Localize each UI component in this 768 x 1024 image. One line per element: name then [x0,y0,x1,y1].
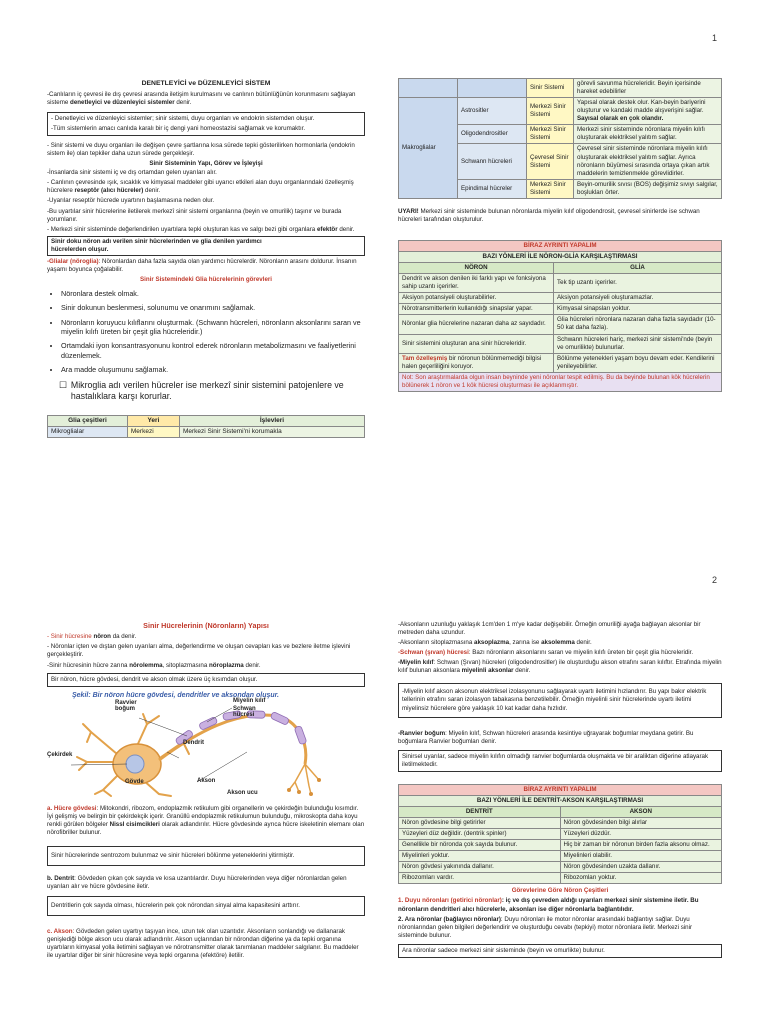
subsection-title: Sinir Sisteminin Yapı, Görev ve İşleyişi [149,160,263,168]
label-ravvier: Ravvier boğum [115,699,137,713]
paragraph: -Aksonların uzunluğu yaklaşık 1cm'den 1 m'ye kadar değişebilir. Örneğin omuriliği ayağa bağlayan aksonlar bir metreden daha uzundur. [398,621,701,637]
paragraph-effector: - Merkezi sinir sisteminde değerlendirilen uyartılara tepki oluşturan kas ve salgı bezi gibi organlara efektör denir. [47,225,355,233]
paragraph: -Schwan (şıvan) hücresi: Bazı nöronların aksonlarını saran ve miyelin kılıfı üreten bir çeşit glia hücreleridir. [398,649,694,657]
dendrite-axon-comparison-table: BİRAZ AYRINTI YAPALIM BAZI YÖNLERİ İLE DENTRİT-AKSON KARŞILAŞTIRMASI DENTRİT AKSON Nöron gövdesine bilgi getirirler Nöron gövdesinden bilgi alırlar Yüzeyleri düz değildir. (dentrik spinler) Yüzeyleri düzdür. Genellikle bir nöronda çok sayıda bulunur. Hiç bir zaman bir nöronun birden fazla aksonu olmaz. Miyelinleri yoktur. Miyelinleri olabilir. Nöron gövdesi yakınında dallanır. Nöron gövdesinden uzakta dallanır. Ribozomları vardır. Ribozomları yoktur. [398,784,722,885]
neuron-structure-title: Sinir Hücrelerinin (Nöronların) Yapısı [143,621,269,630]
paragraph-sensory-neurons: 1. Duyu nöronları (getirici nöronlar): iç ve dış çevreden aldığı uyarıları merkezi sinir sistemine iletir. Bu nöronların dendritleri alıcı hücrelerle, aksonları ise diğer nöronlarla bağlantılıdır. [398,897,699,913]
paragraph-interneurons: 2. Ara nöronlar (bağlayıcı nöronlar): Duyu nöronları ile motor nöronlar arasındaki bağlantıyı sağlar. Duyu nöronlarından gelen bilgileri değerlendirir ve oluşturduğu cevabı (tepkiyi) motor nöronlara iletir. Merkezi sinir sisteminde bulunur. [398,915,693,939]
macroglia-group-label: Makroglialar [399,98,458,199]
paragraph-ranvier: -Ranvier boğum: Miyelin kılıf, Schwan hücreleri arasında kesintiye uğrayarak boğumlar meydana getirir. Bu boğumlara Ranvier boğumları denir. [398,729,694,745]
note-row: Not: Son araştırmalarda olgun insan beyninde yeni nöronlar tespit edilmiş. Bu da beyinde bulunan kök hücrelerin bölünerek 1 nöron ve 1 kök hücresi oluşturması ile açıklanmıştır. [399,372,722,391]
list-item: • Ortamdaki iyon konsantrasyonunu kontrol ederek nöronların metabolizmasını ve faaliyetlerini düzenlemek. [61,341,365,360]
paragraph: -Miyelin kılıf: Schwan (Şıvan) hücreleri (oligodendrositler) ile oluşturduğu akson etrafını saran kılıftır. Etrafında miyelin kılıf bulunan aksonlara miyelinli aksonlar denir. [398,659,722,675]
page1-left-column [47,80,365,438]
label-akson-ucu: Akson ucu [227,789,258,796]
neuron-types-title: Görevlerine Göre Nöron Çeşitleri [511,887,609,895]
label-myelin: Miyelin kılıf [233,697,266,704]
info-box-interneurons: Ara nöronlar sadece merkezi sinir sisteminde (beyin ve omurlikte) bulunur. [398,944,722,958]
list-item: • Ara madde oluşumunu sağlamak. [61,365,365,374]
paragraph-response: - Sinir sistemi ve duyu organları ile değişen çevre şartlarına kısa sürede tepki gösterilirken hormonlarla (endokrin sistem ile) olan tepkiler daha uzun sürede gerçekleşir. [47,142,355,158]
macroglia-table: Sinir Sistemi görevli savunma hücreleridir. Beyin içerisinde hareket edebilirler Makroglialar Astrositler Merkezi Sinir Sistemi Yapısal olarak destek olur. Kan-beyin bariyerini oluşturur ve kandaki madde alışverişini sağlar. Sayısal olarak en çok olandır. Oligodendrositler Merkezi Sinir Sistemi Merkezi sinir sisteminde nöronlara miyelin kılıfı oluşturarak elektriksel yalıtım sağlar. Schwann hücreleri Çevresel Sinir Sistemi Çevresel sinir sisteminde nöronlara miyelin kılıfı oluşturarak elektriksel yalıtım sağlar. Ayrıca nöronların büyümesi sırasında ortaya çıkan artık maddelerin temizlenmekle görevlidirler. Epindimal hücreler Merkezi Sinir Sistemi Beyin-omurilik sıvısı (BOS) değişimiz sıvıyı salgılar, boşlukları örter. [398,78,722,199]
label-dendrit: Dendrit [183,739,204,746]
paragraph: - Nöronlar içten ve dıştan gelen uyarıları alma, değerlendirme ve oluşan cevapları kas ve bezlere iletme işlevini gerçekleştirir. [47,643,351,659]
paragraph-axon: c. Akson: Gövdeden gelen uyartıyı taşıyan ince, uzun tek olan uzantıdır. Aksonların sonlandığı ve dallanarak genişlediği bölge akson ucu olarak adlandırılır. Akson uçlarından bir nörondan diğerine ya da tepki organına uyartıların kimyasal yolla iletimini sağlayan ve nörotransmitter olarak tanımlanan maddeler salgılanır. Bu maddeler ile uyartılar diğer bir sinir hücresine veya tepki organına (efektöre) iletilir. [47,928,359,960]
paragraph-dendrite: b. Dentrit: Gövdeden çıkan çok sayıda ve kısa uzantılardır. Duyu hücrelerinden veya diğer nöronlardan gelen uyarıları alır ve hücre gövdesine iletir. [47,875,347,891]
nucleus [126,755,144,773]
paragraph: - Sinir hücresine nöron da denir. [47,633,137,641]
paragraph: -Uyarılar reseptör hücrede uyartının başlamasına neden olur. [47,197,215,205]
info-box-dendrite-count: Dentritlerin çok sayıda olması, hücrelerin pek çok nörondan sinyal alma kapasitesini arttırır. [47,896,365,916]
glia-types-table: Glia çeşitleri Yeri İşlevleri Mikroglialar Merkezi Merkezi Sinir Sistemi'ni korumakla [47,415,365,439]
neuron-figure [47,697,365,798]
page2-right-column [398,621,722,958]
paragraph: -İnsanlarda sinir sistemi iç ve dış ortamdan gelen uyarıları alır. [47,169,217,177]
info-box-centrosome: Sinir hücrelerinde sentrozom bulunmaz ve sinir hücreleri bölünme yeteneklerini yitirmiştir. [47,846,365,866]
info-box-ranvier: Sinirsel uyarılar, sadece miyelin kılıfın olmadığı ranvier boğumlarda oluşmakta ve bir araliktan diğerine atlayarak iletilmektedir. [398,750,722,772]
figure-caption: Şekil: Bir nöron hücre gövdesi, dendritler ve aksondan oluşur. [72,691,279,699]
neuron-glia-comparison-table: BİRAZ AYRINTI YAPALIM BAZI YÖNLERİ İLE NÖRON-GLİA KARŞILAŞTIRMASI NÖRON GLİA Dendrit ve akson denilen iki farklı yapı ve fonksiyona sahip uzantı içerirler. Tek tip uzantı içerirler. Aksiyon potansiyeli oluşturabilirler. Aksiyon potansiyeli oluşturamazlar. Nörotransmitterlerin kullanıldığı sinapslar yapar. Kimyasal sinapsları yoktur. Nöronlar glia hücrelerine nazaran daha az sayıdadır. Glia hücreleri nöronlara nazaran daha fazla sayıdadır (10-50 kat daha fazla). Sinir sistemini oluşturan ana sinir hücreleridir. Schwann hücreleri hariç, merkezi sinir sistemi'nde (beyin ve omurilikte) bulunurlar. Tam özelleşmiş bir nöronun bölünmemediği bilgisi halen geçerliliğini koruyor. Bölünme yetenekleri yaşam boyu devam eder. Kendilerini yenileyebilirler. Not: Son araştırmalarda olgun insan beyninde yeni nöronlar tespit edilmiş. Bu da beyinde bulunan kök hücrelerin bölünerek 1 nöron ve 1 kök hücresi oluşturması ile açıklanmıştır. [398,240,722,392]
info-box-systems: - Denetleyici ve düzenleyici sistemler; sinir sistemi, duyu organları ve endokrin sistemden oluşur. -Tüm sistemlerin amacı canlıda karalı bir iç dengi yani homeostazisi sağlamak ve korumaktır. [47,112,365,136]
info-box-nerve-tissue: Sinir doku nöron adı verilen sinir hücrelerinden ve glia denilen yardımcı hücrelerden oluşur. [47,236,365,256]
paragraph-glia: -Glialar (nöroglia): Nöronlardan daha fazla sayıda olan yardımcı hücrelerdir. Nöronların arasını doldurur. İnsanın yaşamı boyunca çoğalabilir. [47,257,357,273]
paragraph-cell-body: a. Hücre gövdesi: Mitokondri, ribozom, endoplazmik retikulum gibi organellerin ve çekirdeğin bulunduğu kısımdır. İyi gelişmiş ve belirgin bir çekirdekçik içerir. Granüllü endoplazmik retikulumun bulunduğu, mikroskopta daha koyu renkli görülen bölgeler Nissl cisimcikleri olarak adlandırılır. Hücre gövdesinde ayrıca hücre iskeletinin elemanı olan nörofibriller bulunur. [47,804,365,836]
warning-note: UYARI! Merkezi sinir sisteminde bulunan nöronlarda miyelin kılıf oligodendrosit, çevresel sinirlerde ise schwan hücreleri tarafından oluşturulur. [398,207,700,223]
page2-left-column [47,621,365,963]
list-item: • Nöronlara destek olmak. [61,289,365,298]
label-schwan: Schwan hücresi [233,705,256,719]
microglia-note: ☐ Mikroglia adı verilen hücreler ise merkezî sinir sistemini patojenlere ve hastalıklara karşı korurlar. [59,379,344,401]
section-title: DENETLEYİCİ ve DÜZENLEYİCİ SİSTEM [141,80,271,87]
page1-right-column [398,78,722,392]
info-box-myelin: -Miyelin kılıf akson aksonun elektriksel izolasyonunu sağlayarak uyartı iletimini hızlandırır. Bu yapı bakır elektrik tellerinin etrafını saran izolasyon tabakasına benzetilebilir. Örneğin miyelinli sinir hücrelerinde uyartı iletimi miyelinsiz hücrelere göre yaklaşık 10 kat kadar daha hızlıdır. [398,683,722,717]
list-item: • Sinir dokunun beslenmesi, solunumu ve onarımını sağlamak. [61,303,365,312]
glia-functions-title: Sinir Sistemindeki Glia hücrelerinin görevleri [139,275,273,283]
paragraph-receptor: - Canlının çevresinde ışık, sıcaklık ve kimyasal maddeler gibi uyarıcı etkileri alan duyu organlarındaki özelleşmiş hücrelere reseptör (alıcı hücreler) denir. [47,179,354,195]
paragraph: -Bu uyartılar sinir hücrelerine iletilerek merkezî sinir sistemi organlarına (beyin ve omurilik) taşınır ve burada yorumlanır. [47,207,342,223]
label-akson: Akson [197,777,216,784]
info-box-neuron-parts: Bir nöron, hücre gövdesi, dendrit ve akson olmak üzere üç kısımdan oluşur. [47,673,365,687]
intro-paragraph: -Canlıların iç çevresi ile dış çevresi arasında iletişim kurulmasını ve canlının bütünlüğünün korunmasını sağlayan sisteme denetleyici ve düzenleyici sistemler denir. [47,90,356,106]
glia-function-list [47,289,365,375]
label-govde: Gövde [125,778,144,785]
page-number-2: 2 [712,575,718,585]
list-item: • Nöronların koruyucu kılıflarını oluşturmak. (Schwann hücreleri, nöronların aksonlarını saran ve miyelin kılıfı üreten bir çeşit glia hücreleridir.) [61,318,365,337]
checkbox-icon: ☐ [59,379,67,390]
paragraph: -Sinir hücresinin hücre zarına nörolemma, sitoplazmasına nöroplazma denir. [47,661,261,669]
label-cekirdek: Çekirdek [47,751,73,758]
paragraph: -Aksonların sitoplazmasına aksoplazma, zarına ise aksolemma denir. [398,639,592,647]
page-number-1: 1 [712,33,718,43]
